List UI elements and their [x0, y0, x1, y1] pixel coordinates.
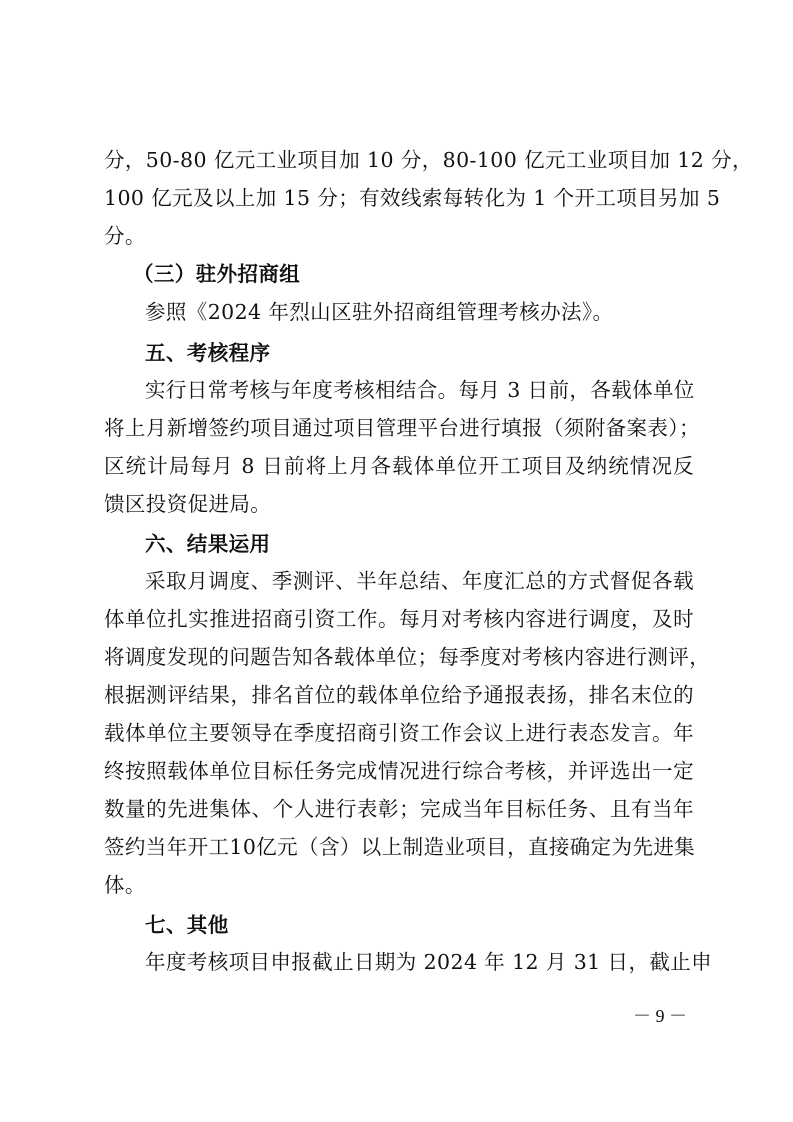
body-text-line: 数量的先进集体、个人进行表彰；完成当年目标任务、且有当年 — [104, 797, 694, 821]
section-heading: （三）驻外招商组 — [133, 262, 301, 286]
section-heading: 六、结果运用 — [145, 532, 271, 556]
body-text-line: 分，50-80 亿元工业项目加 10 分，80-100 亿元工业项目加 12 分， — [104, 148, 753, 172]
body-text-line: 实行日常考核与年度考核相结合。每月 3 日前，各载体单位 — [145, 378, 695, 402]
body-text-line: 载体单位主要领导在季度招商引资工作会议上进行表态发言。年 — [104, 721, 694, 745]
body-text-line: 年度考核项目申报截止日期为 2024 年 12 月 31 日，截止申 — [145, 950, 713, 974]
body-text-line: 采取月调度、季测评、半年总结、年度汇总的方式督促各载 — [145, 569, 694, 593]
body-text-line: 100 亿元及以上加 15 分；有效线索每转化为 1 个开工项目另加 5 — [104, 186, 721, 210]
section-heading: 五、考核程序 — [145, 341, 271, 365]
section-heading: 七、其他 — [145, 913, 229, 937]
body-text-line: 参照《2024 年烈山区驻外招商组管理考核办法》。 — [145, 300, 614, 324]
body-text-line: 终按照载体单位目标任务完成情况进行综合考核，并评选出一定 — [104, 759, 694, 783]
body-text-line: 体单位扎实推进招商引资工作。每月对考核内容进行调度，及时 — [104, 607, 694, 631]
body-text-line: 将上月新增签约项目通过项目管理平台进行填报（须附备案表）； — [104, 416, 700, 440]
body-text-line: 根据测评结果，排名首位的载体单位给予通报表扬，排名末位的 — [104, 683, 694, 707]
body-text-line: 区统计局每月 8 日前将上月各载体单位开工项目及纳统情况反 — [104, 454, 694, 478]
body-text-line: 将调度发现的问题告知各载体单位；每季度对考核内容进行测评， — [104, 645, 711, 669]
page-number: － 9 － — [633, 1006, 687, 1026]
body-text-line: 分。 — [104, 224, 146, 248]
body-text-line: 体。 — [104, 873, 146, 897]
body-text-line: 签约当年开工10亿元（含）以上制造业项目，直接确定为先进集 — [104, 835, 696, 859]
body-text-line: 馈区投资促进局。 — [104, 492, 272, 516]
